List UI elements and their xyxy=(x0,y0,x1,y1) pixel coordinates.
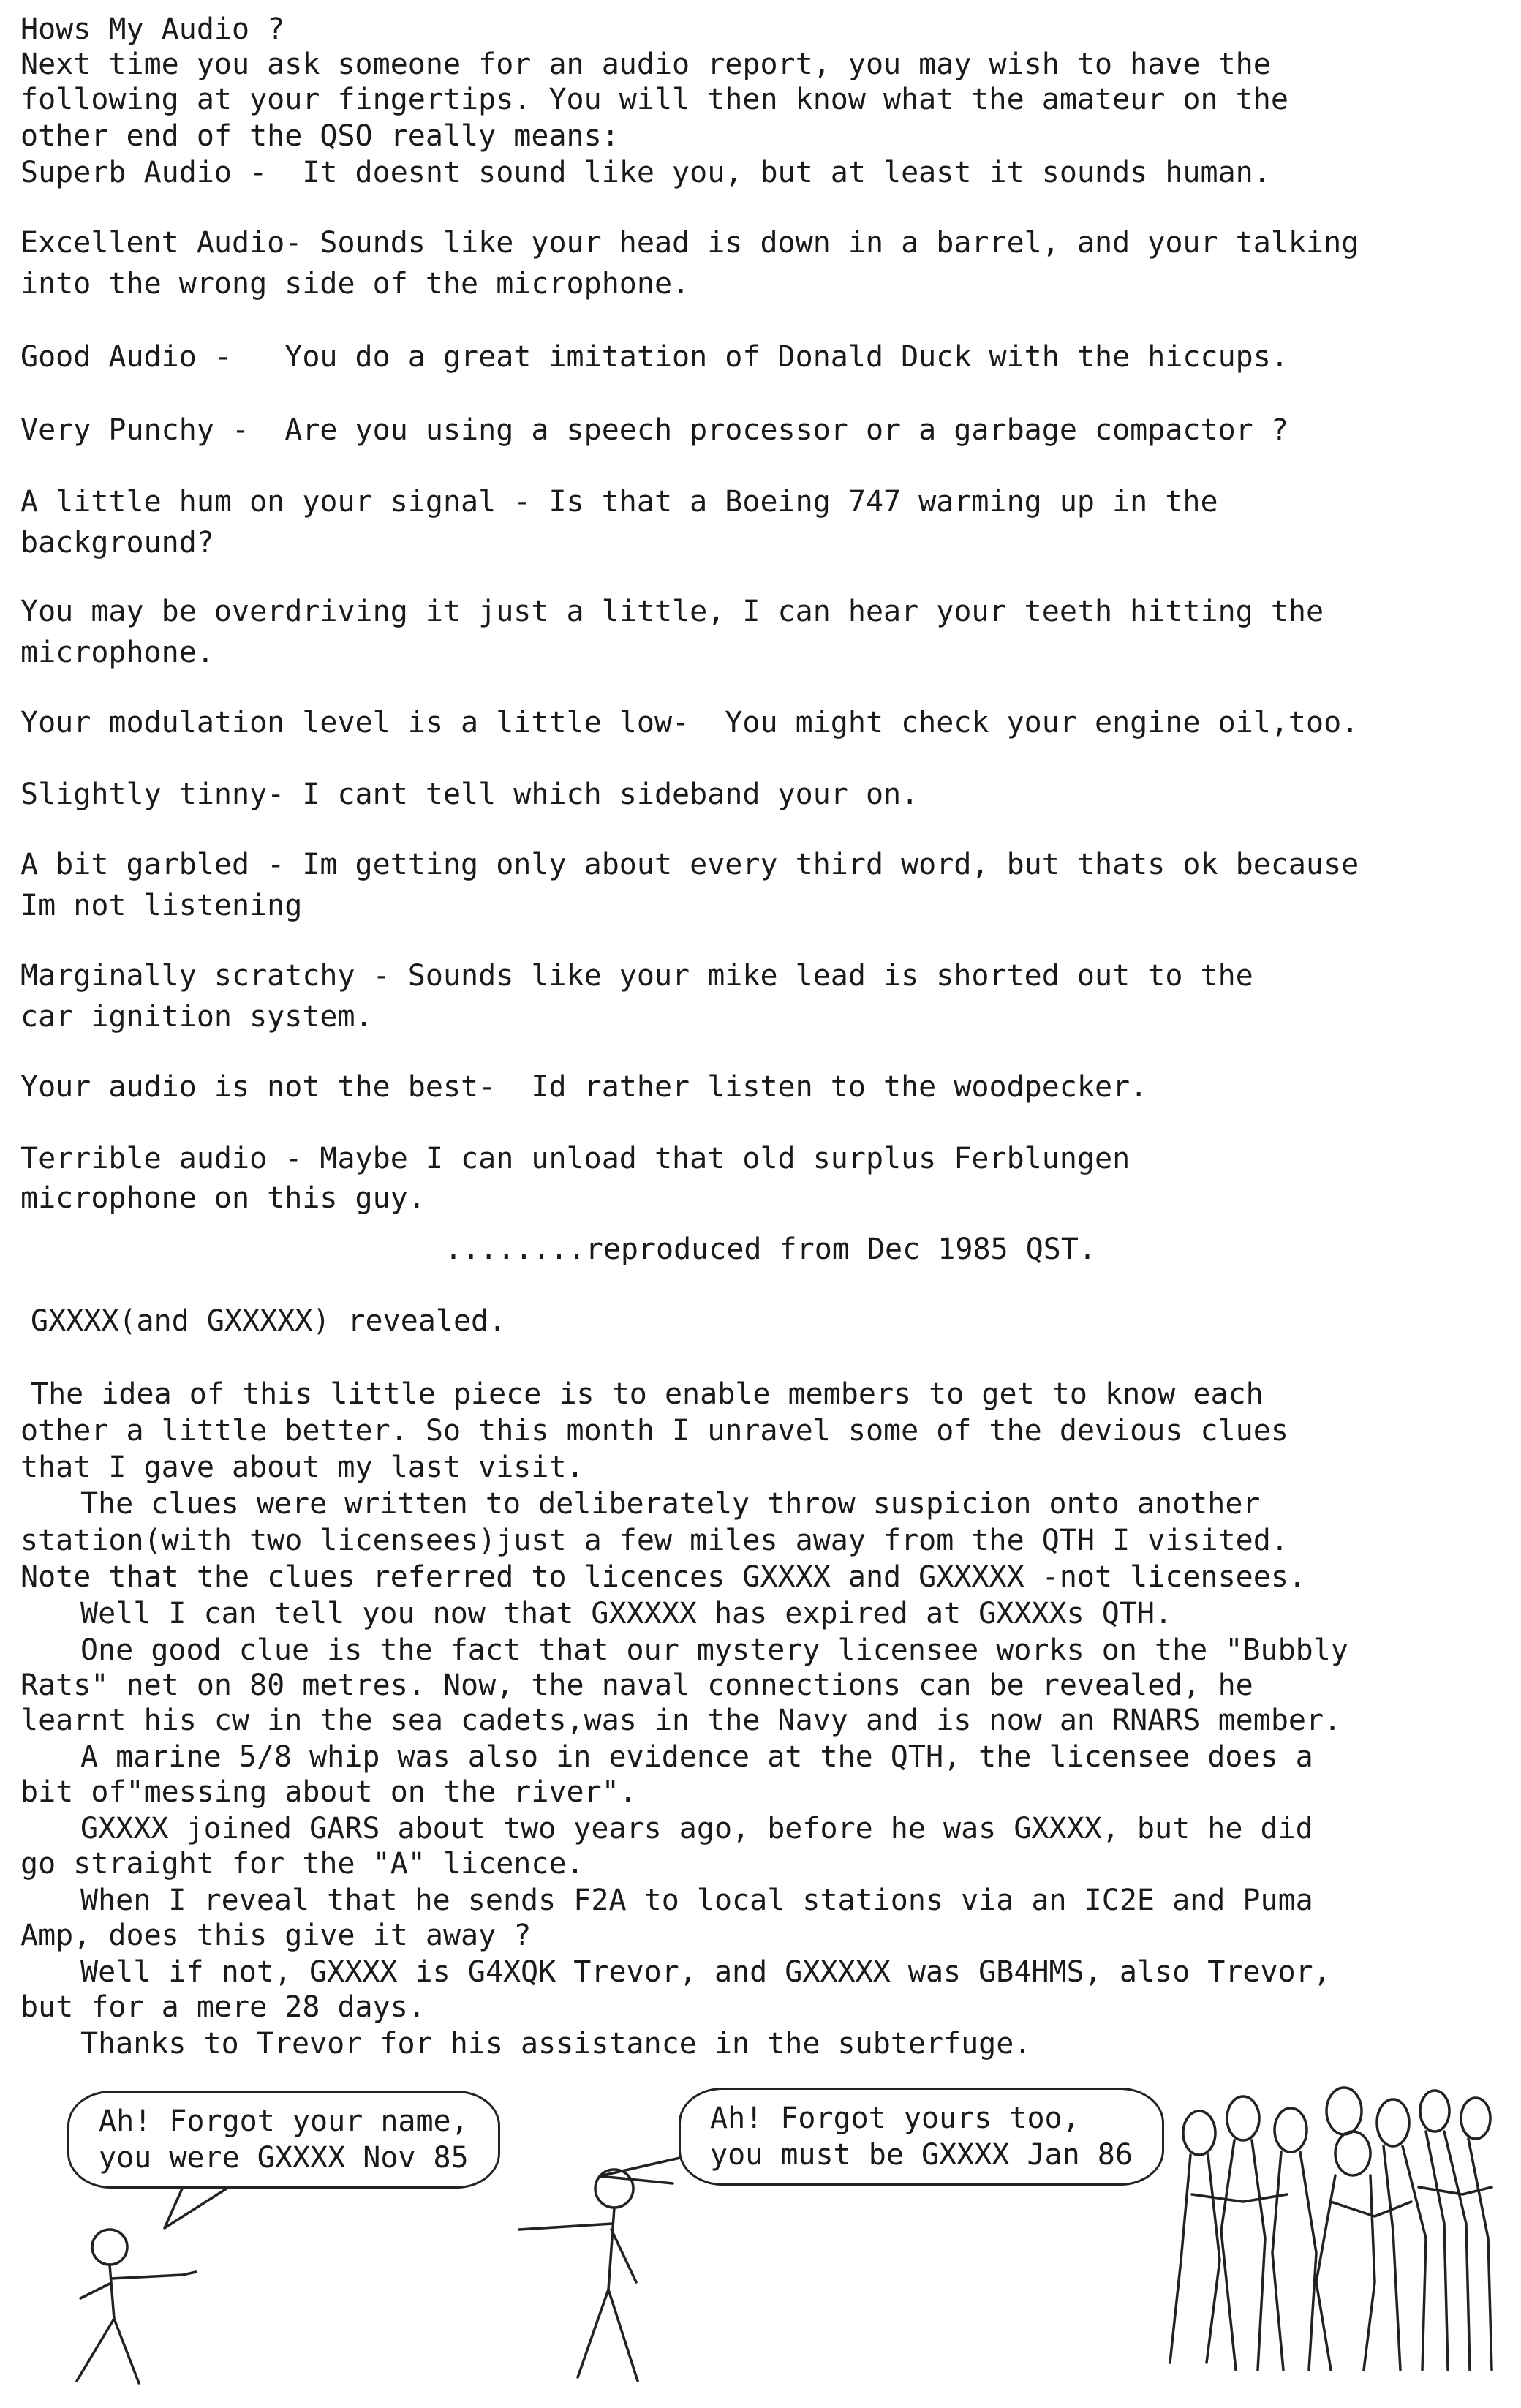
audio-entry-hum: background? xyxy=(20,526,214,560)
audio-intro-line: following at your fingertips. You will then know what the amateur on the xyxy=(20,83,1288,116)
reveal-paragraph-line: Rats" net on 80 metres. Now, the naval connections can be revealed, he xyxy=(20,1668,1253,1702)
audio-entry-superb: Superb Audio - It doesnt sound like you, but at least it sounds human. xyxy=(20,156,1271,189)
bubble-left-tail xyxy=(165,2187,227,2228)
audio-entry-modulation: Your modulation level is a little low- You might check your engine oil,too. xyxy=(20,706,1359,740)
audio-entry-excellent: into the wrong side of the microphone. xyxy=(20,267,690,301)
reveal-paragraph-line: Well I can tell you now that GXXXXX has expired at GXXXXs QTH. xyxy=(80,1597,1173,1630)
reveal-title: GXXXX(and GXXXXX) revealed. xyxy=(31,1304,507,1338)
pointing-figure-left xyxy=(77,2230,196,2383)
audio-source-credit: ........reproduced from Dec 1985 QST. xyxy=(445,1233,1097,1266)
reveal-paragraph-line: station(with two licensees)just a few miles away from the QTH I visited. xyxy=(20,1524,1288,1557)
audio-entry-tinny: Slightly tinny- I cant tell which sideband your on. xyxy=(20,778,919,811)
reveal-paragraph-line: Amp, does this give it away ? xyxy=(20,1919,532,1952)
reveal-paragraph-line: but for a mere 28 days. xyxy=(20,1990,426,2024)
reveal-paragraph-line: Note that the clues referred to licences GXXXX and GXXXXX -not licensees. xyxy=(20,1560,1306,1594)
reveal-paragraph-line: A marine 5/8 whip was also in evidence at the QTH, the licensee does a xyxy=(80,1740,1313,1774)
speech-bubble-left xyxy=(67,2091,500,2189)
bubble-right-line: you must be GXXXX Jan 86 xyxy=(710,2138,1133,2172)
reveal-paragraph-line: go straight for the "A" licence. xyxy=(20,1847,584,1881)
reveal-paragraph-line: When I reveal that he sends F2A to local stations via an IC2E and Puma xyxy=(80,1884,1313,1917)
reveal-paragraph-line: other a little better. So this month I unravel some of the devious clues xyxy=(20,1414,1288,1448)
speech-bubble-right xyxy=(679,2088,1164,2186)
reveal-paragraph-line: that I gave about my last visit. xyxy=(20,1451,584,1484)
audio-entry-garbled: Im not listening xyxy=(20,889,303,922)
pointing-figure-middle xyxy=(519,2170,638,2381)
audio-entry-scratchy: Marginally scratchy - Sounds like your mike lead is shorted out to the xyxy=(20,959,1253,993)
reveal-paragraph-line: bit of"messing about on the river". xyxy=(20,1775,637,1809)
audio-entry-overdriving: microphone. xyxy=(20,636,214,669)
reveal-paragraph-line: One good clue is the fact that our mystery licensee works on the "Bubbly xyxy=(80,1633,1348,1667)
bubble-right-line: Ah! Forgot yours too, xyxy=(710,2102,1080,2135)
reveal-paragraph-line: The idea of this little piece is to enable members to get to know each xyxy=(31,1377,1264,1411)
reveal-paragraph-line: learnt his cw in the sea cadets,was in the Navy and is now an RNARS member. xyxy=(20,1704,1342,1737)
audio-entry-scratchy: car ignition system. xyxy=(20,1000,373,1034)
audio-intro-line: other end of the QSO really means: xyxy=(20,119,619,153)
audio-title: Hows My Audio ? xyxy=(20,12,285,46)
audio-entry-terrible: microphone on this guy. xyxy=(20,1181,426,1215)
audio-intro-line: Next time you ask someone for an audio report, you may wish to have the xyxy=(20,48,1271,81)
audio-entry-overdriving: You may be overdriving it just a little, I can hear your teeth hitting the xyxy=(20,595,1324,628)
reveal-paragraph-line: The clues were written to deliberately throw suspicion onto another xyxy=(80,1487,1261,1521)
crowd-figures xyxy=(1170,2088,1492,2370)
audio-entry-not-best: Your audio is not the best- Id rather listen to the woodpecker. xyxy=(20,1070,1148,1104)
audio-entry-terrible: Terrible audio - Maybe I can unload that old surplus Ferblungen xyxy=(20,1142,1131,1175)
reveal-paragraph-line: Well if not, GXXXX is G4XQK Trevor, and GXXXXX was GB4HMS, also Trevor, xyxy=(80,1955,1331,1989)
audio-entry-excellent: Excellent Audio- Sounds like your head is down in a barrel, and your talking xyxy=(20,226,1359,260)
reveal-paragraph-line: GXXXX joined GARS about two years ago, before he was GXXXX, but he did xyxy=(80,1812,1313,1845)
reveal-paragraph-line: Thanks to Trevor for his assistance in the subterfuge. xyxy=(80,2027,1032,2061)
audio-entry-good: Good Audio - You do a great imitation of Donald Duck with the hiccups. xyxy=(20,340,1288,374)
bubble-left-line: Ah! Forgot your name, xyxy=(99,2104,469,2138)
audio-entry-hum: A little hum on your signal - Is that a Boeing 747 warming up in the xyxy=(20,485,1218,519)
audio-entry-garbled: A bit garbled - Im getting only about every third word, but thats ok because xyxy=(20,848,1359,881)
bubble-left-line: you were GXXXX Nov 85 xyxy=(99,2141,469,2175)
audio-entry-punchy: Very Punchy - Are you using a speech processor or a garbage compactor ? xyxy=(20,413,1288,447)
